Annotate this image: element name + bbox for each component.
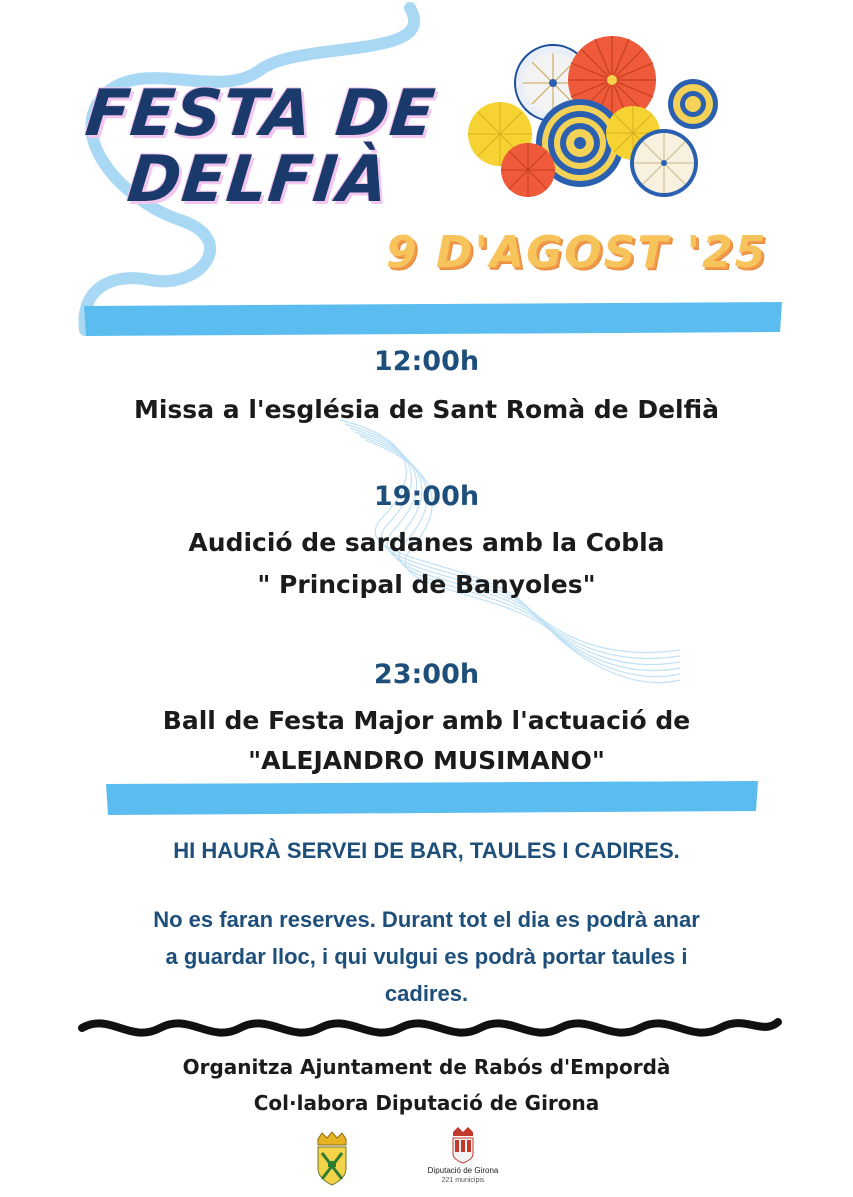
schedule-time-3: 23:00h (373, 659, 480, 690)
schedule-event-2-line-1: Audició de sardanes amb la Cobla (188, 528, 665, 557)
credit-organizer: Organitza Ajuntament de Rabós d'Empordà (182, 1055, 671, 1079)
top-blue-bar (84, 302, 782, 336)
schedule-event-3-line-1: Ball de Festa Major amb l'actuació de (162, 706, 691, 735)
schedule-event-2-line-2: " Principal de Banyoles" (257, 570, 596, 599)
notice-bar-service: HI HAURÀ SERVEI DE BAR, TAULES I CADIRES. (173, 838, 680, 863)
schedule-time-1: 12:00h (373, 346, 480, 377)
schedule-event-1-line-1: Missa a l'església de Sant Romà de Delfià (133, 395, 720, 424)
notice-reservations-line-1: No es faran reserves. Durant tot el dia es podrà anar (153, 907, 700, 932)
paper-fans-decoration (468, 36, 718, 197)
diputacio-girona-logo-icon (450, 1126, 476, 1164)
title-line-1: FESTA DE (82, 77, 439, 151)
diputacio-logo-subtitle: 221 municipis (441, 1177, 485, 1184)
notice-reservations-line-2: a guardar lloc, i qui vulgui es podrà portar taules i (165, 944, 688, 969)
rabos-coat-of-arms-icon (314, 1131, 350, 1187)
schedule-time-2: 19:00h (373, 481, 480, 512)
title-line-2: DELFIÀ (124, 143, 393, 217)
bottom-blue-bar (106, 781, 758, 815)
squiggle-divider (82, 1022, 778, 1033)
notice-reservations-line-3: cadires. (384, 981, 469, 1006)
credit-collaborator: Col·labora Diputació de Girona (253, 1091, 600, 1115)
diputacio-logo-name: Diputació de Girona (427, 1166, 499, 1175)
event-date: 9 D'AGOST '25 (386, 227, 768, 278)
schedule-event-3-line-2: "ALEJANDRO MUSIMANO" (248, 746, 605, 775)
